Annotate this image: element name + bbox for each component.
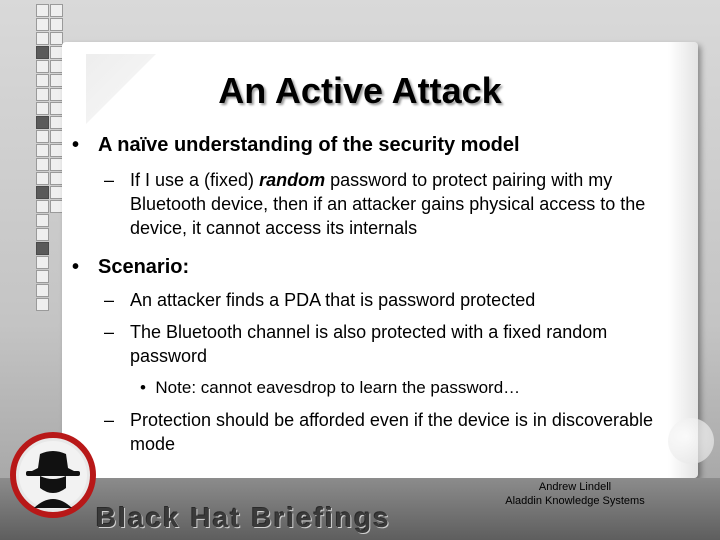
pixel-square [36, 116, 49, 129]
author-org: Aladdin Knowledge Systems [505, 495, 645, 507]
bullet-marker: • [72, 256, 80, 278]
pixel-square [50, 4, 63, 17]
pixel-square [36, 172, 49, 185]
pixel-square [36, 256, 49, 269]
pixel-square [36, 200, 49, 213]
sub-sub-bullet-1 [140, 378, 520, 398]
sub-bullet-4 [104, 408, 684, 456]
pixel-square [36, 4, 49, 17]
sub-bullet-2 [104, 288, 684, 312]
dash-marker: – [104, 410, 115, 430]
pixel-square [50, 18, 63, 31]
bullet-2-text: Scenario: [98, 256, 190, 278]
pixel-square [36, 144, 49, 157]
sub-bullet-3 [104, 320, 684, 368]
sub-bullet-1 [104, 168, 684, 240]
bullet-marker: • [72, 134, 80, 156]
pixel-square [36, 46, 49, 59]
pixel-square [36, 284, 49, 297]
pixel-square [36, 242, 49, 255]
pixel-square [36, 214, 49, 227]
pixel-square [36, 186, 49, 199]
sub-bullet-1-emph: random [259, 170, 326, 190]
sub-bullet-1-pre: If I use a (fixed) [130, 170, 260, 190]
bullet-2 [72, 256, 189, 279]
sub-bullet-1-post: password to protect pairing with my Bluetooth device, then if an attacker gains physical access to the device, it cannot access its internals [130, 170, 646, 238]
dash-marker: – [104, 322, 115, 342]
pixel-square [36, 270, 49, 283]
pixel-square [36, 228, 49, 241]
note-text: Note: cannot eavesdrop to learn the password… [155, 378, 521, 397]
pixel-square [36, 130, 49, 143]
sub-bullet-4-text: Protection should be afforded even if the device is in discoverable mode [130, 410, 653, 454]
author-block [492, 480, 658, 508]
black-hat-logo-icon [10, 432, 96, 518]
brand-name: Black Hat Briefings [96, 502, 391, 533]
dash-marker: – [104, 290, 115, 310]
pixel-square [36, 18, 49, 31]
sub-bullet-3-text: The Bluetooth channel is also protected with a fixed random password [130, 322, 608, 366]
bullet-marker: • [140, 378, 146, 397]
author-name: Andrew Lindell [538, 481, 612, 493]
pixel-square [36, 158, 49, 171]
pixel-square [36, 32, 49, 45]
sub-bullet-2-text: An attacker finds a PDA that is password protected [130, 290, 536, 310]
bullet-1-text: A naïve understanding of the security model [98, 134, 520, 156]
pixel-square [50, 32, 63, 45]
dash-marker: – [104, 170, 115, 190]
pixel-square [36, 298, 49, 311]
bullet-1 [72, 134, 520, 157]
slide-title: An Active Attack [218, 70, 502, 111]
